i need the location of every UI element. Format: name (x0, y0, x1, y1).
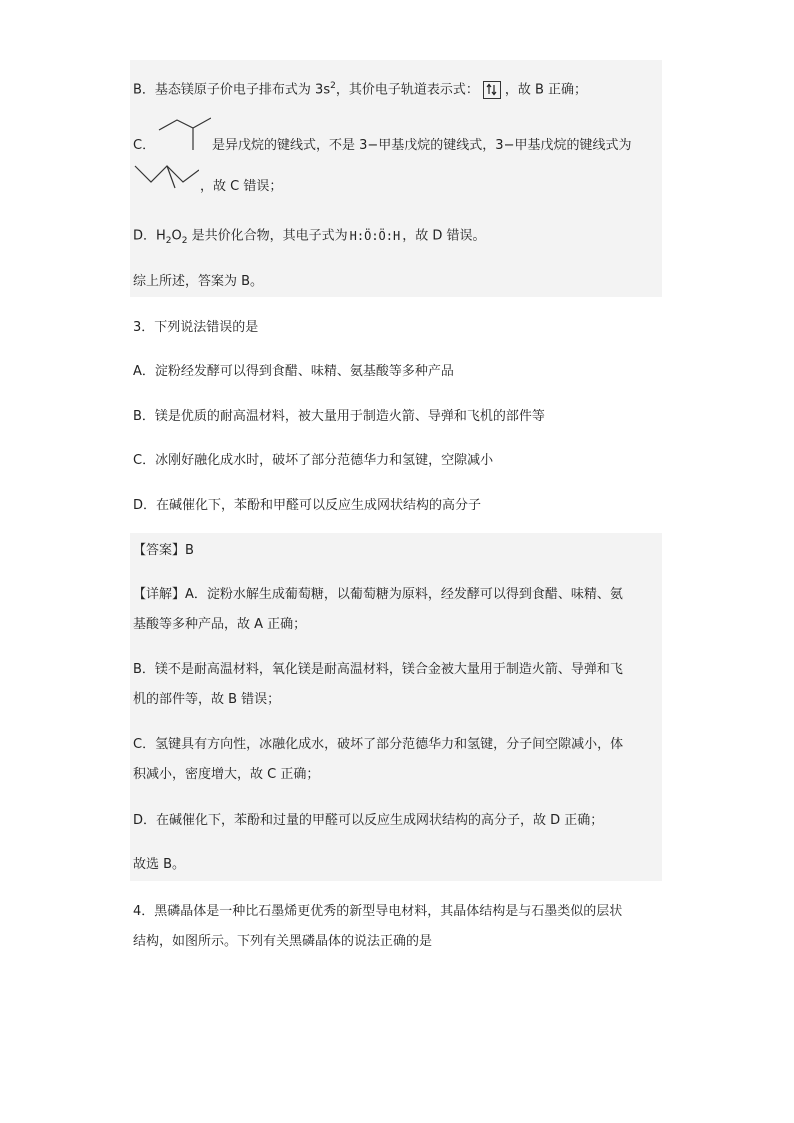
prev-answer-d: D．$H_2O_2$ 是共价化合物，其电子式为 H:Ö:Ö:H ，故 D 错误。 (133, 226, 486, 251)
isopentane-skeletal-structure (157, 116, 211, 152)
q3-stem: 3．下列说法错误的是 (133, 320, 259, 335)
q3-detail-c-1: C．氢键具有方向性，冰融化成水，破坏了部分范德华力和氢键，分子间空隙减小，体 (133, 737, 624, 752)
q3-detail-a-1: 【详解】A．淀粉水解生成葡萄糖，以葡萄糖为原料，经发酵可以得到食醋、味精、氨 (133, 587, 623, 602)
q4-stem-2: 结构，如图所示。下列有关黑磷晶体的说法正确的是 (133, 934, 433, 949)
q3-option-a: A．淀粉经发酵可以得到食醋、味精、氨基酸等多种产品 (133, 364, 454, 379)
methylpentane-skeletal-structure (133, 160, 199, 194)
prev-answer-c-line2: ，故 C 错误； (200, 179, 283, 194)
electron-formula: H:Ö:Ö:H (349, 229, 401, 243)
q3-detail-c-2: 积减小，密度增大，故 C 正确； (133, 767, 320, 782)
prev-answer-c-line1: C． (133, 138, 156, 153)
q4-stem-1: 4．黑磷晶体是一种比石墨烯更优秀的新型导电材料，其晶体结构是与石墨类似的层状 (133, 904, 623, 919)
prev-answer-b: B．基态镁原子价电子排布式为 $3s^2$，其价电子轨道表示式： ，故 B 正确； (133, 81, 588, 98)
orbital-diagram-icon (483, 81, 501, 99)
q3-option-b: B．镁是优质的耐高温材料，被大量用于制造火箭、导弹和飞机的部件等 (133, 409, 545, 424)
q3-detail-b-2: 机的部件等，故 B 错误； (133, 692, 281, 707)
q3-answer: 【答案】B (133, 543, 194, 558)
prev-answer-summary: 综上所述，答案为 B。 (133, 274, 264, 289)
q3-conclusion: 故选 B。 (133, 857, 186, 872)
q3-detail-d: D．在碱催化下，苯酚和过量的甲醛可以反应生成网状结构的高分子，故 D 正确； (133, 813, 604, 828)
q3-option-d: D．在碱催化下，苯酚和甲醛可以反应生成网状结构的高分子 (133, 498, 482, 513)
q3-detail-b-1: B．镁不是耐高温材料，氧化镁是耐高温材料，镁合金被大量用于制造火箭、导弹和飞 (133, 662, 623, 677)
q3-option-c: C．冰刚好融化成水时，破坏了部分范德华力和氢键，空隙减小 (133, 453, 494, 468)
q3-detail-a-2: 基酸等多种产品，故 A 正确； (133, 617, 307, 632)
prev-answer-c-text1: 是异戊烷的键线式，不是 3−甲基戊烷的键线式，3−甲基戊烷的键线式为 (212, 138, 632, 153)
